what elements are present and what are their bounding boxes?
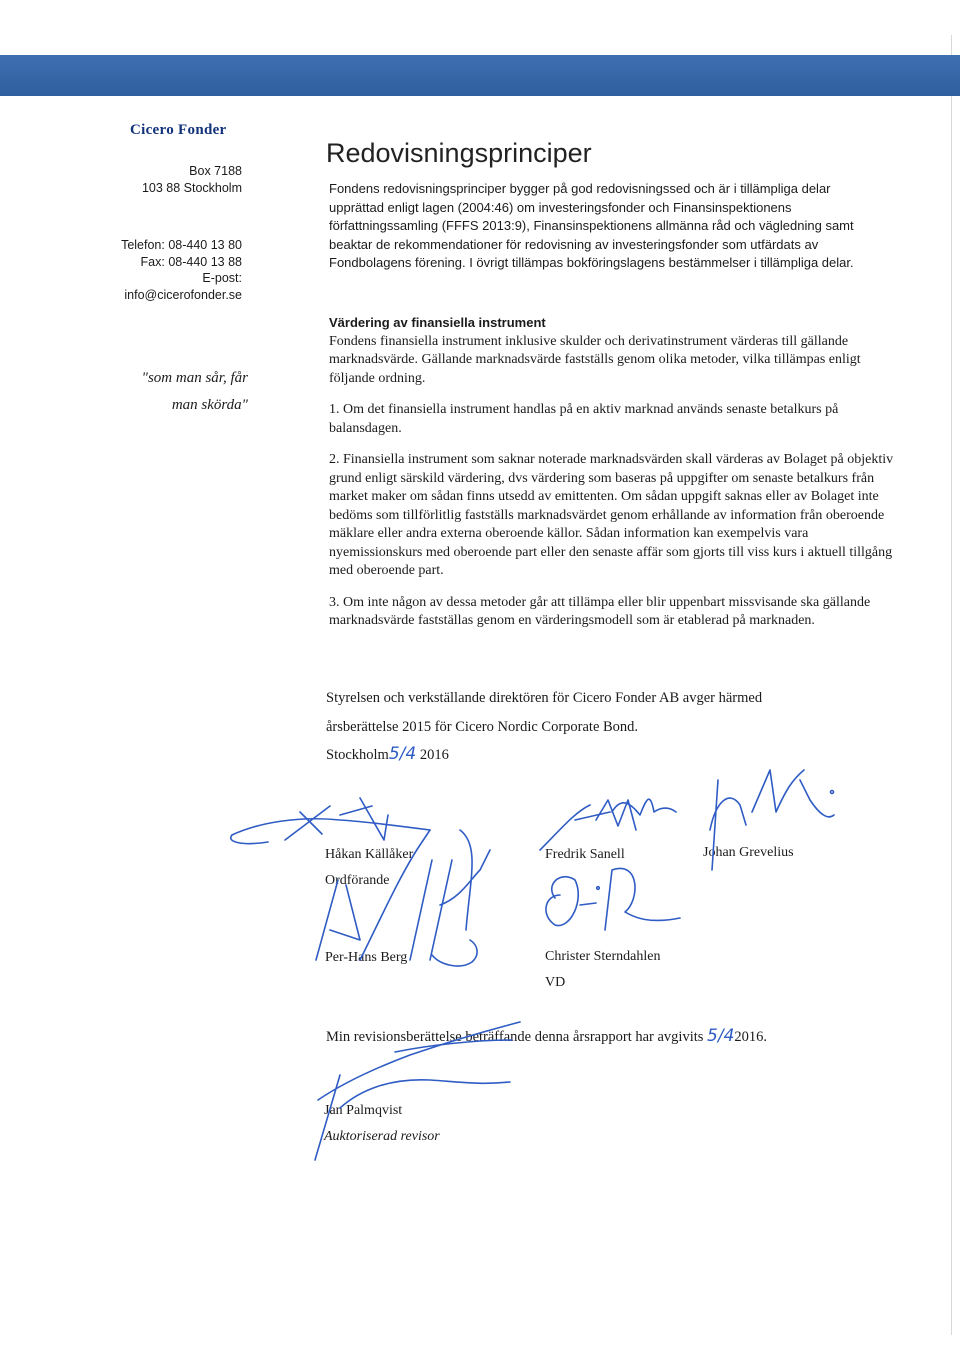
email-address: info@cicerofonder.se	[124, 287, 242, 302]
place-date	[326, 744, 846, 764]
year: 2016	[419, 747, 449, 763]
motto-line: man skörda"	[171, 397, 248, 413]
signatory-role: Ordförande	[325, 873, 390, 888]
valuation-section	[329, 314, 894, 631]
address-line: Box 7188	[189, 164, 242, 178]
audit-statement	[326, 1026, 767, 1046]
motto-line: "som man sår, får	[141, 370, 248, 386]
closing-statement: årsberättelse 2015 för Cicero Nordic Corporate Bond.	[326, 719, 639, 735]
auditor-name: Jan Palmqvist	[324, 1103, 403, 1118]
fax: Fax: 08-440 13 88	[140, 254, 242, 269]
signatory-name: Johan Grevelius	[703, 845, 794, 860]
list-item: 2. Finansiella instrument som saknar noterade marknadsvärden skall värderas av Bolaget på objektiv grund enligt särskild värdering, dvs värdering som baseras på uppgifter om senaste betalkurs från market maker om sådan finns utsedd av emittenten. Om sådan uppgift saknas eller av Bolaget inte bedöms som tillförlitlig fastställs marknadsvärdet genom erhållande av information från oberoende mäklare eller andra externa oberoende källor. Sådan information kan exempelvis vara nyemissionskurs med oberoende part eller den senaste affär som gjorts till viss kurs i aktuell tillgång med oberoende part.	[329, 452, 894, 578]
page-edge-line	[951, 35, 952, 1335]
audit-text: Min revisionsberättelse beträffande denna årsrapport har avgivits	[326, 1029, 704, 1045]
signatory-name: Håkan Källåker	[325, 847, 414, 862]
place: Stockholm	[326, 747, 389, 763]
auditor-role: Auktoriserad revisor	[324, 1129, 440, 1144]
address-line: 103 88 Stockholm	[141, 181, 242, 195]
contact-info	[121, 237, 242, 303]
year: 2016.	[734, 1029, 768, 1045]
handwritten-date: 5/4	[707, 1026, 735, 1046]
signature-christer	[546, 868, 680, 930]
signatory-name: Per-Hans Berg	[325, 950, 408, 965]
motto	[142, 365, 248, 419]
signatory-name: Fredrik Sanell	[545, 847, 625, 862]
email-label: E-post:	[202, 271, 242, 285]
list-item: 1. Om det finansiella instrument handlas på en aktiv marknad används senaste betalkurs på balansdagen.	[329, 402, 839, 436]
header-band	[0, 55, 960, 96]
intro-paragraph: Fondens redovisningsprinciper bygger på god redovisningssed och är i tillämpliga delar upprättad enligt lagen (2004:46) om investeringsfonder och Finansinspektionens författningssamling (FFFS 2013:9), Finansinspektionens allmänna råd och vägledning samt beaktar de rekommendationer för redovisning av investeringsfonder som utfärdats av Fondbolagens förening. I övrigt tillämpas bokföringslagens bestämmelser i tillämpliga delar.	[329, 181, 854, 271]
signature-fredrik	[540, 799, 676, 850]
phone: Telefon: 08-440 13 80	[121, 238, 242, 252]
section-intro: Fondens finansiella instrument inklusive skulder och derivatinstrument värderas till gällande marknadsvärde. Gällande marknadsvärde fastställs genom olika metoder, vilka tillämpas enligt följande ordning.	[329, 333, 861, 386]
signatory-role: VD	[545, 975, 566, 990]
postal-address	[142, 163, 242, 197]
section-heading: Värdering av finansiella instrument	[329, 315, 546, 330]
page-title: Redovisningsprinciper	[326, 138, 592, 168]
closing-statement: Styrelsen och verkställande direktören för Cicero Fonder AB avger härmed	[326, 690, 763, 706]
signatory-name: Christer Sterndahlen	[545, 949, 661, 964]
signature-hakan	[231, 798, 430, 844]
company-name: Cicero Fonder	[130, 122, 227, 138]
handwritten-date: 5/4	[388, 744, 417, 764]
list-item: 3. Om inte någon av dessa metoder går att tillämpa eller blir uppenbart missvisande ska gällande marknadsvärde fastställas genom en värderingsmodell som är etablerad på marknaden.	[329, 594, 871, 628]
